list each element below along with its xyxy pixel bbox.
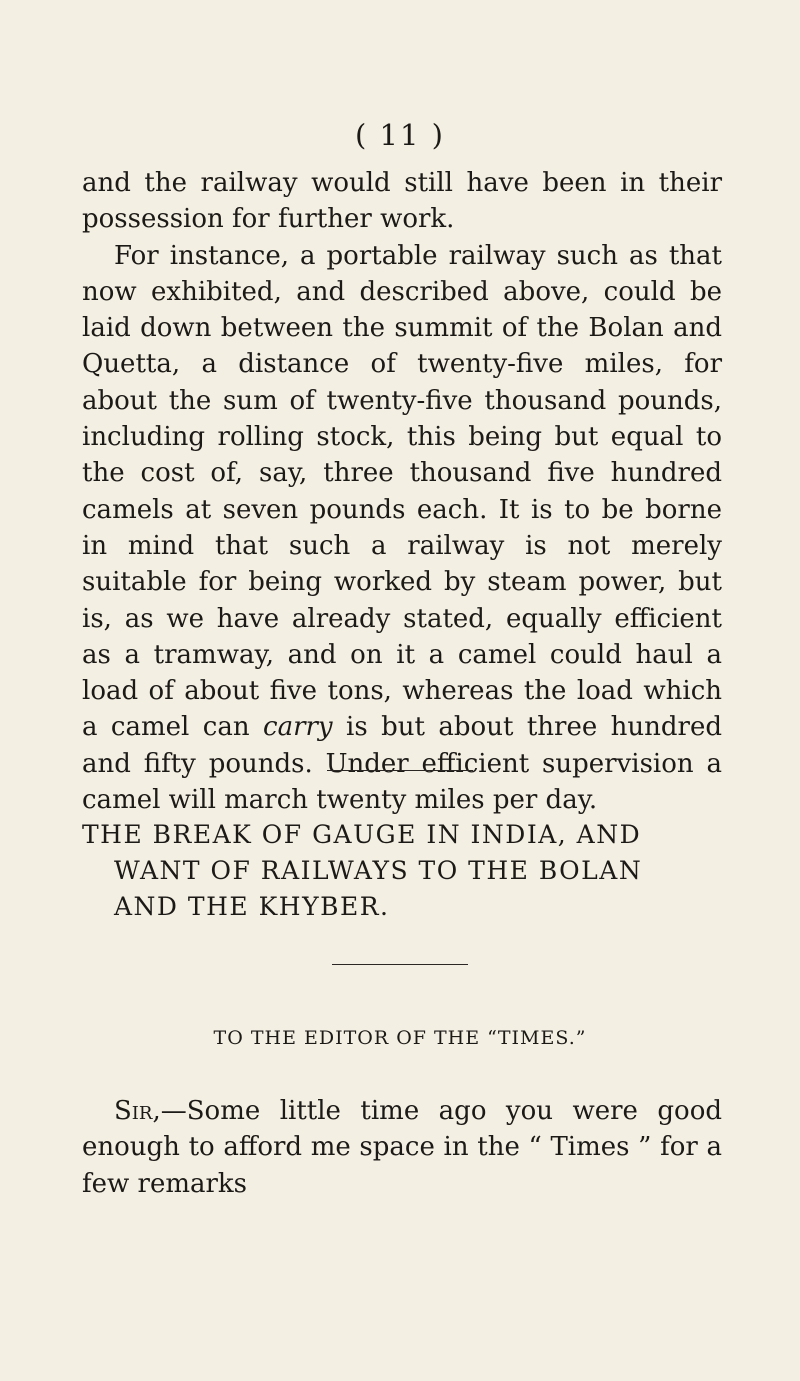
letter-body: —Some little time ago you were good enough to afford me space in the “ Times ” for a few remarks — [82, 1096, 722, 1199]
body-text — [82, 165, 722, 818]
paragraph-text-end: is but about three hundred and fifty pounds. Under efficient supervision a camel will march twenty miles per day. — [82, 712, 722, 816]
page-number: ( 11 ) — [355, 118, 445, 152]
section-heading — [82, 817, 722, 925]
heading-line: THE BREAK OF GAUGE IN INDIA, AND — [82, 820, 642, 849]
letter-subheading: TO THE EDITOR OF THE “TIMES.” — [213, 1027, 587, 1049]
heading-line: WANT OF RAILWAYS TO THE BOLAN — [114, 856, 643, 885]
salutation: Sir, — [114, 1096, 161, 1126]
paragraph-text: For instance, a portable railway such as that now exhibited, and described above, could be laid down between the summit of the Bolan and Quetta, a distance of twenty-five miles, for about the sum of twenty-five thousand pounds, including rolling stock, this being but equal to the cost of, say, three thousand five hundred camels at seven pounds each. It is to be borne in mind that such a railway is not merely suitable for being worked by steam power, but is, as we have already stated, equally efficient as a tramway, and on it a camel could haul a load of about five tons, whereas the load which a camel can — [82, 240, 722, 743]
italic-word: carry — [263, 712, 333, 743]
section-divider — [332, 964, 468, 965]
paragraph-continuation: and the railway would still have been in their possession for further work. — [82, 168, 722, 235]
section-divider — [327, 770, 473, 771]
letter-text — [82, 1093, 722, 1202]
heading-line: AND THE KHYBER. — [114, 892, 390, 921]
paragraph-portable-railway — [82, 238, 722, 819]
